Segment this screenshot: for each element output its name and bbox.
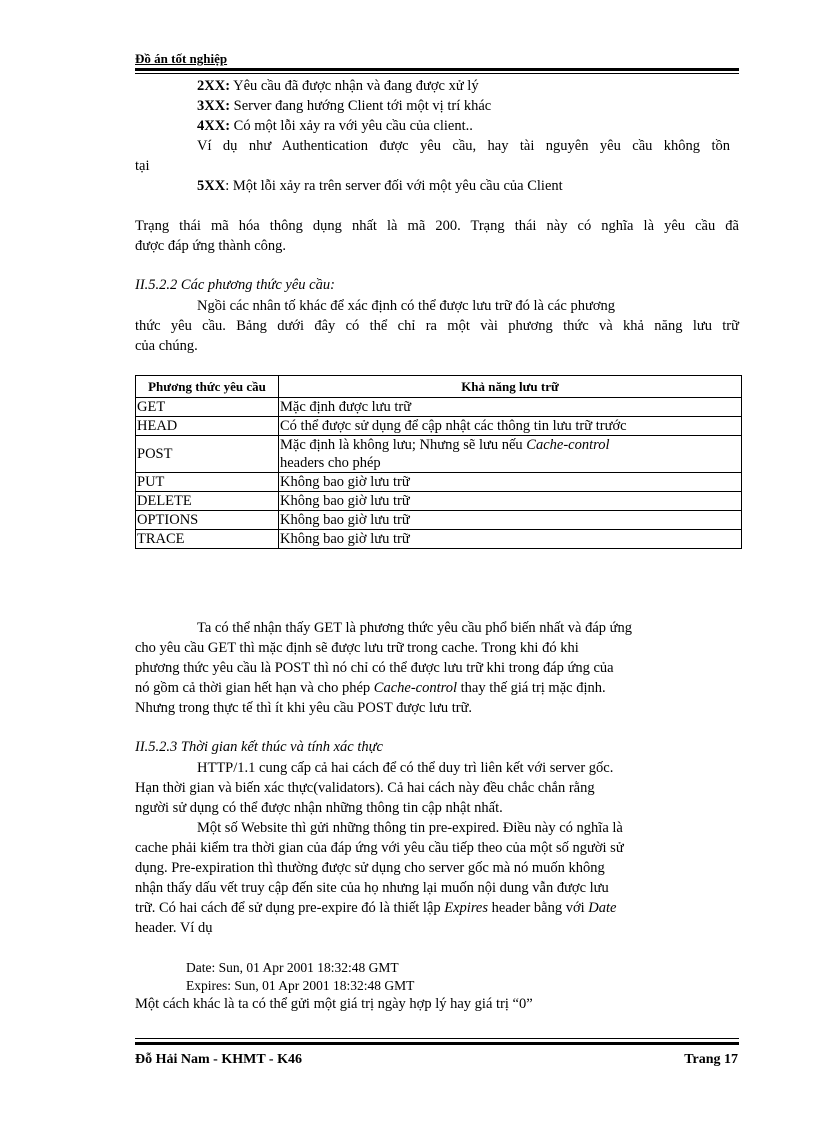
section2-p2-line5 (135, 899, 616, 917)
section2-p2-line6: header. Ví dụ (135, 920, 213, 936)
status-text: Server đang hướng Client tới một vị trí khác (230, 98, 492, 114)
text-segment: trữ. Có hai cách để sử dụng pre-expire đó là thiết lập (135, 900, 445, 916)
para-200-line1: Trạng thái mã hóa thông dụng nhất là mã 200. Trạng thái này có nghĩa là yêu cầu đã (135, 218, 739, 234)
section-heading-expiration: II.5.2.3 Thời gian kết thúc và tính xác thực (135, 739, 383, 755)
para-get-line2: cho yêu cầu GET thì mặc định sẽ được lưu trữ trong cache. Trong khi đó khi (135, 640, 579, 656)
status-text: Yêu cầu đã được nhận và đang được xử lý (230, 78, 479, 94)
section2-p1-line3: người sử dụng có thể được nhận những thông tin cập nhật nhất. (135, 800, 503, 816)
status-text: : Một lỗi xảy ra trên server đối với một yêu cầu của Client (225, 178, 563, 194)
para-get-line4 (135, 679, 606, 697)
table-cell-method: GET (136, 398, 279, 417)
example-4xx-line1: Ví dụ như Authentication được yêu cầu, hay tài nguyên yêu cầu không tồn (197, 138, 730, 154)
table-cell-method: HEAD (136, 417, 279, 436)
para-get-line5: Nhưng trong thực tế thì ít khi yêu cầu POST được lưu trữ. (135, 700, 473, 716)
table-cell-cache: Không bao giờ lưu trữ (279, 530, 742, 549)
cache-italic: Cache-control (526, 437, 610, 453)
table-header-method: Phương thức yêu cầu (136, 376, 279, 398)
table-cell-method: PUT (136, 473, 279, 492)
text-italic: Cache-control (373, 680, 458, 696)
text-italic: Date (588, 900, 617, 916)
table-cell-method: POST (136, 436, 279, 473)
section2-p1-line1: HTTP/1.1 cung cấp cả hai cách để có thể duy trì liên kết với server gốc. (197, 760, 614, 776)
methods-cache-table (135, 375, 742, 549)
para-get-line3: phương thức yêu cầu là POST thì nó chỉ có thể được lưu trữ khi trong đáp ứng của (135, 660, 614, 676)
table-header-row (136, 376, 742, 398)
section1-line3: của chúng. (135, 338, 198, 354)
status-text: Có một lỗi xảy ra với yêu cầu của client.. (230, 118, 473, 134)
section2-p2-line2: cache phải kiểm tra thời gian của đáp ứng với yêu cầu tiếp theo của một số người sử (135, 840, 624, 856)
section-heading-methods: II.5.2.2 Các phương thức yêu cầu: (135, 277, 335, 293)
table-row (136, 436, 742, 473)
status-code: 5XX (197, 178, 226, 194)
table-cell-method: DELETE (136, 492, 279, 511)
footer-rule-thick (135, 1042, 739, 1045)
section2-p2-line3: dụng. Pre-expiration thì thường được sử dụng cho server gốc mà nó muốn không (135, 860, 605, 876)
table-header-cache: Khả năng lưu trữ (279, 376, 742, 398)
footer-page-number: Trang 17 (684, 1052, 738, 1067)
status-3xx (197, 97, 491, 115)
footer-rule-thin (135, 1038, 739, 1039)
table-row (136, 417, 742, 436)
text-italic: Expires (444, 900, 489, 916)
para-200-line2: được đáp ứng thành công. (135, 238, 287, 254)
status-4xx (197, 117, 473, 135)
table-cell-cache (279, 436, 742, 473)
status-code: 4XX: (197, 118, 231, 134)
table-cell-method: OPTIONS (136, 511, 279, 530)
status-2xx (197, 77, 479, 95)
section2-p1-line2: Hạn thời gian và biến xác thực(validators). Cả hai cách này đều chắc chắn rằng (135, 780, 595, 796)
cache-text: Mặc định là không lưu; Nhưng sẽ lưu nếu (280, 437, 527, 453)
text-segment: header bằng với (488, 900, 589, 916)
cache-text: headers cho phép (280, 455, 381, 471)
table-row (136, 530, 742, 549)
text-segment: thay thế giá trị mặc định. (457, 680, 606, 696)
table-cell-cache: Không bao giờ lưu trữ (279, 511, 742, 530)
page-header-title: Đồ án tốt nghiệp (135, 51, 228, 66)
header-rule-thin (135, 73, 739, 74)
final-line: Một cách khác là ta có thể gửi một giá trị ngày hợp lý hay giá trị “0” (135, 996, 533, 1012)
section1-line1: Ngồi các nhân tố khác để xác định có thể được lưu trữ đó là các phương (197, 298, 615, 314)
footer-author: Đỗ Hải Nam - KHMT - K46 (135, 1052, 302, 1067)
status-code: 3XX: (197, 98, 231, 114)
example-4xx-line2: tại (135, 158, 150, 174)
table-cell-method: TRACE (136, 530, 279, 549)
header-rule-thick (135, 68, 739, 71)
para-get-line1: Ta có thể nhận thấy GET là phương thức yêu cầu phổ biến nhất và đáp ứng (197, 620, 633, 636)
section2-p2-line1: Một số Website thì gửi những thông tin pre-expired. Điều này có nghĩa là (197, 820, 623, 836)
table-cell-cache: Không bao giờ lưu trữ (279, 473, 742, 492)
example-date-header: Date: Sun, 01 Apr 2001 18:32:48 GMT (186, 960, 399, 975)
table-row (136, 398, 742, 417)
table-cell-cache: Có thể được sử dụng để cập nhật các thông tin lưu trữ trước (279, 417, 742, 436)
section2-p2-line4: nhận thấy dấu vết truy cập đến site của họ nhưng lại muốn nội dung vẫn được lưu (135, 880, 609, 896)
example-expires-header: Expires: Sun, 01 Apr 2001 18:32:48 GMT (186, 978, 415, 993)
table-cell-cache: Không bao giờ lưu trữ (279, 492, 742, 511)
section1-line2: thức yêu cầu. Bảng dưới đây có thể chỉ ra một vài phương thức và khả năng lưu trữ (135, 318, 739, 334)
table-cell-cache: Mặc định được lưu trữ (279, 398, 742, 417)
status-5xx (197, 177, 563, 195)
table-row (136, 492, 742, 511)
table-row (136, 511, 742, 530)
text-segment: nó gồm cả thời gian hết hạn và cho phép (135, 680, 374, 696)
table-row (136, 473, 742, 492)
status-code: 2XX: (197, 78, 231, 94)
